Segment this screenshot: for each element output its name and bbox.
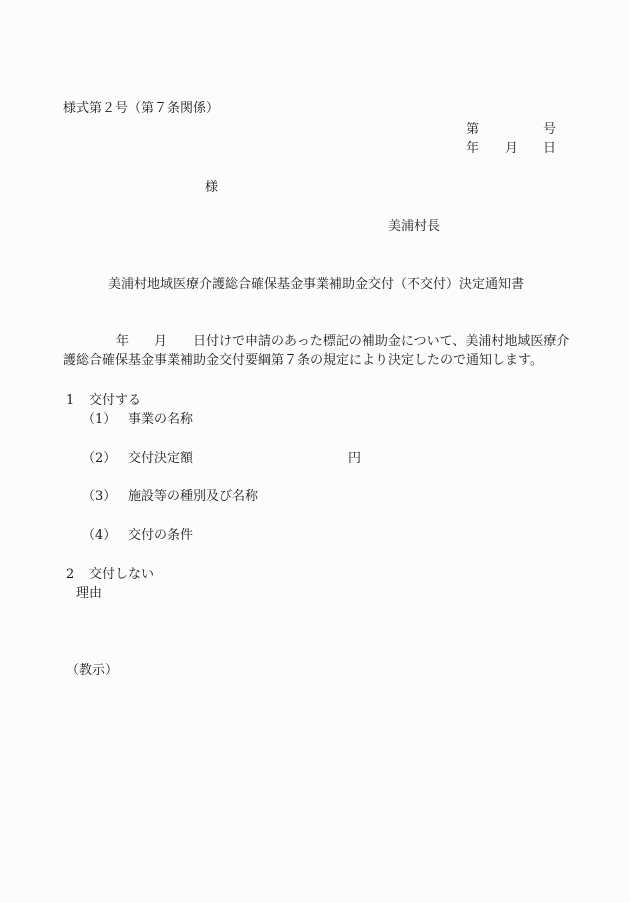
item2-number: （2） bbox=[82, 451, 117, 466]
body-month: 月 bbox=[154, 334, 168, 349]
item1-number: （1） bbox=[82, 412, 117, 427]
instruction-label: （教示） bbox=[66, 663, 119, 678]
body-line1: 日付けで申請のあった標記の補助金について、美浦村地域医療介 bbox=[193, 334, 570, 349]
section2-number: 2 bbox=[66, 567, 75, 582]
item2-label: 交付決定額 bbox=[128, 451, 194, 466]
item4-label: 交付の条件 bbox=[128, 528, 194, 543]
form-label: 様式第２号（第７条関係） bbox=[63, 101, 220, 116]
document-number-suffix: 号 bbox=[543, 122, 557, 137]
addressee-suffix: 様 bbox=[205, 180, 219, 195]
item2-unit: 円 bbox=[348, 451, 362, 466]
section2-heading: 交付しない bbox=[89, 567, 155, 582]
document-title: 美浦村地域医療介護総合確保基金事業補助金交付（不交付）決定通知書 bbox=[108, 277, 525, 292]
body-year: 年 bbox=[116, 334, 130, 349]
item1-label: 事業の名称 bbox=[128, 412, 194, 427]
issuer-name: 美浦村長 bbox=[388, 219, 441, 234]
section1-heading: 交付する bbox=[89, 393, 142, 408]
item4-number: （4） bbox=[82, 528, 117, 543]
item3-number: （3） bbox=[82, 489, 117, 504]
item3-label: 施設等の種別及び名称 bbox=[128, 489, 259, 504]
body-line2: 護総合確保基金事業補助金交付要綱第７条の規定により決定したので通知します。 bbox=[63, 353, 543, 368]
section1-number: 1 bbox=[66, 393, 75, 408]
date-month: 月 bbox=[505, 141, 519, 156]
document-number-prefix: 第 bbox=[466, 122, 480, 137]
reason-label: 理由 bbox=[76, 586, 103, 601]
date-day: 日 bbox=[543, 141, 557, 156]
date-year: 年 bbox=[466, 141, 480, 156]
